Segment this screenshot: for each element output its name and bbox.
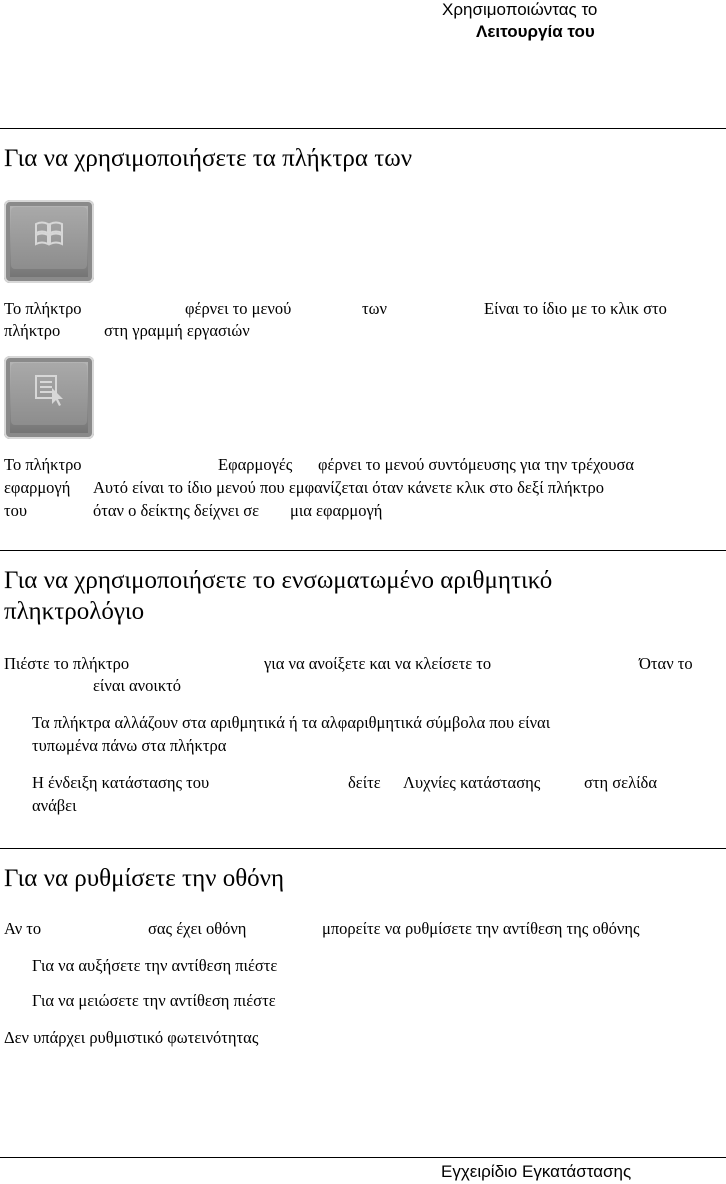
para2-line3c: μια εφαρμογή xyxy=(290,501,383,520)
section2-intro-line1c: Όταν το xyxy=(639,654,693,673)
para1-line1b: φέρνει το μενού xyxy=(185,299,292,318)
contrast-decrease-item: Για να μειώσετε την αντίθεση πιέστε xyxy=(32,991,276,1010)
para2-line2b: Αυτό είναι το ίδιο μενού που εμφανίζεται όταν κάνετε κλικ στο δεξί πλήκτρο xyxy=(93,478,605,497)
section3-intro-b: σας έχει οθόνη xyxy=(148,919,247,938)
para1-line1a: Το πλήκτρο xyxy=(4,299,82,318)
bullet2-line1b: δείτε xyxy=(348,773,381,792)
footer-divider xyxy=(0,1157,726,1158)
bullet1-line1: Τα πλήκτρα αλλάζουν στα αριθμητικά ή τα αλφαριθμητικά σύμβολα που είναι xyxy=(32,713,551,732)
para1-line2b: στη γραμμή εργασιών xyxy=(104,321,250,340)
bullet2-line1c: Λυχνίες κατάστασης xyxy=(403,773,541,792)
running-header-line2: Λειτουργία του xyxy=(476,22,595,41)
applications-key-icon xyxy=(4,356,94,439)
running-header-line1: Χρησιμοποιώντας το xyxy=(442,0,598,19)
para2-line1b: Εφαρμογές xyxy=(218,455,293,474)
section2-intro-line2: είναι ανοικτό xyxy=(93,676,182,695)
windows-key-icon xyxy=(4,200,94,283)
para1-line1c: των xyxy=(362,299,387,318)
bullet2-line1a: Η ένδειξη κατάστασης του xyxy=(32,773,210,792)
para1-line1d: Είναι το ίδιο με το κλικ στο xyxy=(484,299,667,318)
running-footer: Εγχειρίδιο Εγκατάστασης xyxy=(441,1162,632,1181)
brightness-note: Δεν υπάρχει ρυθμιστικό φωτεινότητας xyxy=(4,1028,259,1047)
section2-intro-line1b: για να ανοίξετε και να κλείσετε το xyxy=(264,654,492,673)
section2-intro-line1a: Πιέστε το πλήκτρο xyxy=(4,654,130,673)
section2-heading-line2: πληκτρολόγιο xyxy=(4,598,145,625)
contrast-increase-item: Για να αυξήσετε την αντίθεση πιέστε xyxy=(32,956,278,975)
para2-line3a: του xyxy=(4,501,28,520)
section-divider xyxy=(0,550,726,551)
bullet1-line2: τυπωμένα πάνω στα πλήκτρα xyxy=(32,736,227,755)
para1-line2a: πλήκτρο xyxy=(4,321,61,340)
bullet2-line1d: στη σελίδα xyxy=(584,773,657,792)
bullet2-line2: ανάβει xyxy=(32,796,77,815)
section3-intro-c: μπορείτε να ρυθμίσετε την αντίθεση της οθόνης xyxy=(322,919,640,938)
section3-intro-a: Αν το xyxy=(4,919,42,938)
section1-heading: Για να χρησιμοποιήσετε τα πλήκτρα των xyxy=(4,145,413,172)
section-divider xyxy=(0,848,726,849)
section-divider xyxy=(0,128,726,129)
section2-heading-line1: Για να χρησιμοποιήσετε το ενσωματωμένο αριθμητικό xyxy=(4,567,553,594)
para2-line1a: Το πλήκτρο xyxy=(4,455,82,474)
section3-heading: Για να ρυθμίσετε την οθόνη xyxy=(4,865,285,892)
para2-line1c: φέρνει το μενού συντόμευσης για την τρέχουσα xyxy=(318,455,635,474)
para2-line3b: όταν ο δείκτης δείχνει σε xyxy=(93,501,260,520)
para2-line2a: εφαρμογή xyxy=(4,478,71,497)
